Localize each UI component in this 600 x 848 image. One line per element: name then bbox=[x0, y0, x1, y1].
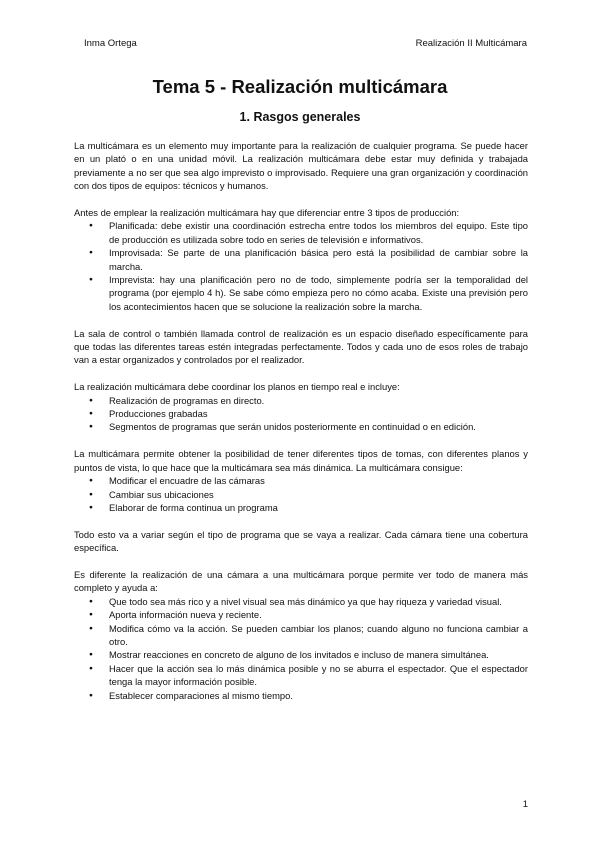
list-item: ● Imprevista: hay una planificación pero no de todo, simplemente podría ser la temporalidad del programa (por ejemplo 4 h). Se sabe cómo empieza pero no cómo acaba. Existe una previsión pero los acontecimientos hacen que se solucione la realización sobre la marcha. bbox=[74, 273, 528, 313]
page-title: Tema 5 - Realización multicámara bbox=[152, 76, 448, 97]
paragraph-helps: Es diferente la realización de una cámara a una multicámara porque permite ver todo de manera más completo y ayuda a: bbox=[74, 568, 528, 594]
document-body bbox=[74, 139, 528, 715]
list-item: ● Producciones grabadas bbox=[74, 407, 528, 420]
list-item: ● Mostrar reacciones en concreto de alguno de los invitados e incluso de manera simultánea. bbox=[74, 648, 528, 661]
paragraph-production-types: Antes de emplear la realización multicámara hay que diferenciar entre 3 tipos de producción: bbox=[74, 207, 460, 219]
paragraph-control-room: La sala de control o también llamada control de realización es un espacio diseñado específicamente para que todas las diferentes tareas estén integradas perfectamente. Todos y cada uno de esos roles de trabajo van a estar organizados y controlados por el realizador. bbox=[74, 327, 528, 366]
paragraph-includes: La realización multicámara debe coordinar los planos en tiempo real e incluye: bbox=[74, 381, 400, 393]
list-item: ● Aporta información nueva y reciente. bbox=[74, 608, 528, 621]
paragraph-intro: La multicámara es un elemento muy importante para la realización de cualquier programa. Se puede hacer en un plató o en una unidad móvil. La realización multicámara debe estar muy definida y trabajada previamente a no ser que sea algo imprevisto o improvisado. Requiere una gran organización y coordinación con dos tipos de equipos: técnicos y humanos. bbox=[74, 140, 528, 192]
paragraph-achieves: La multicámara permite obtener la posibilidad de tener diferentes tipos de tomas, con diferentes planos y puntos de vista, lo que hace que la multicámara sea más dinámica. La multicámara consigue: bbox=[74, 448, 528, 473]
header-author: Inma Ortega bbox=[84, 38, 137, 49]
paragraph-coverage: Todo esto va a variar según el tipo de programa que se vaya a realizar. Cada cámara tiene una cobertura específica. bbox=[74, 528, 528, 554]
helps-list bbox=[74, 595, 528, 702]
list-item: ● Modificar el encuadre de las cámaras bbox=[74, 474, 528, 487]
list-item: ● Establecer comparaciones al mismo tiempo. bbox=[74, 689, 528, 702]
list-item: ● Planificada: debe existir una coordinación estrecha entre todos los miembros del equipo. Este tipo de producción es utilizada sobre todo en series de televisión e informativos. bbox=[74, 219, 528, 246]
list-item: ● Segmentos de programas que serán unidos posteriormente en continuidad o en edición. bbox=[74, 420, 528, 433]
list-item: ● Elaborar de forma continua un programa bbox=[74, 501, 528, 514]
list-item: ● Realización de programas en directo. bbox=[74, 394, 528, 407]
list-item: ● Hacer que la acción sea lo más dinámica posible y no se aburra el espectador. Que el espectador tenga la mayor información posible. bbox=[74, 662, 528, 689]
section-title: 1. Rasgos generales bbox=[239, 110, 361, 124]
list-item: ● Improvisada: Se parte de una planificación básica pero está la posibilidad de cambiar sobre la marcha. bbox=[74, 246, 528, 273]
production-types-list bbox=[74, 219, 528, 313]
page-number: 1 bbox=[522, 799, 528, 810]
list-item: ● Que todo sea más rico y a nivel visual sea más dinámico ya que hay riqueza y variedad visual. bbox=[74, 595, 528, 608]
list-item: ● Modifica cómo va la acción. Se pueden cambiar los planos; cuando alguno no funciona cambiar a otro. bbox=[74, 622, 528, 649]
achieves-list bbox=[74, 474, 528, 514]
includes-list bbox=[74, 394, 528, 434]
header-course: Realización II Multicámara bbox=[415, 38, 527, 49]
list-item: ● Cambiar sus ubicaciones bbox=[74, 488, 528, 501]
